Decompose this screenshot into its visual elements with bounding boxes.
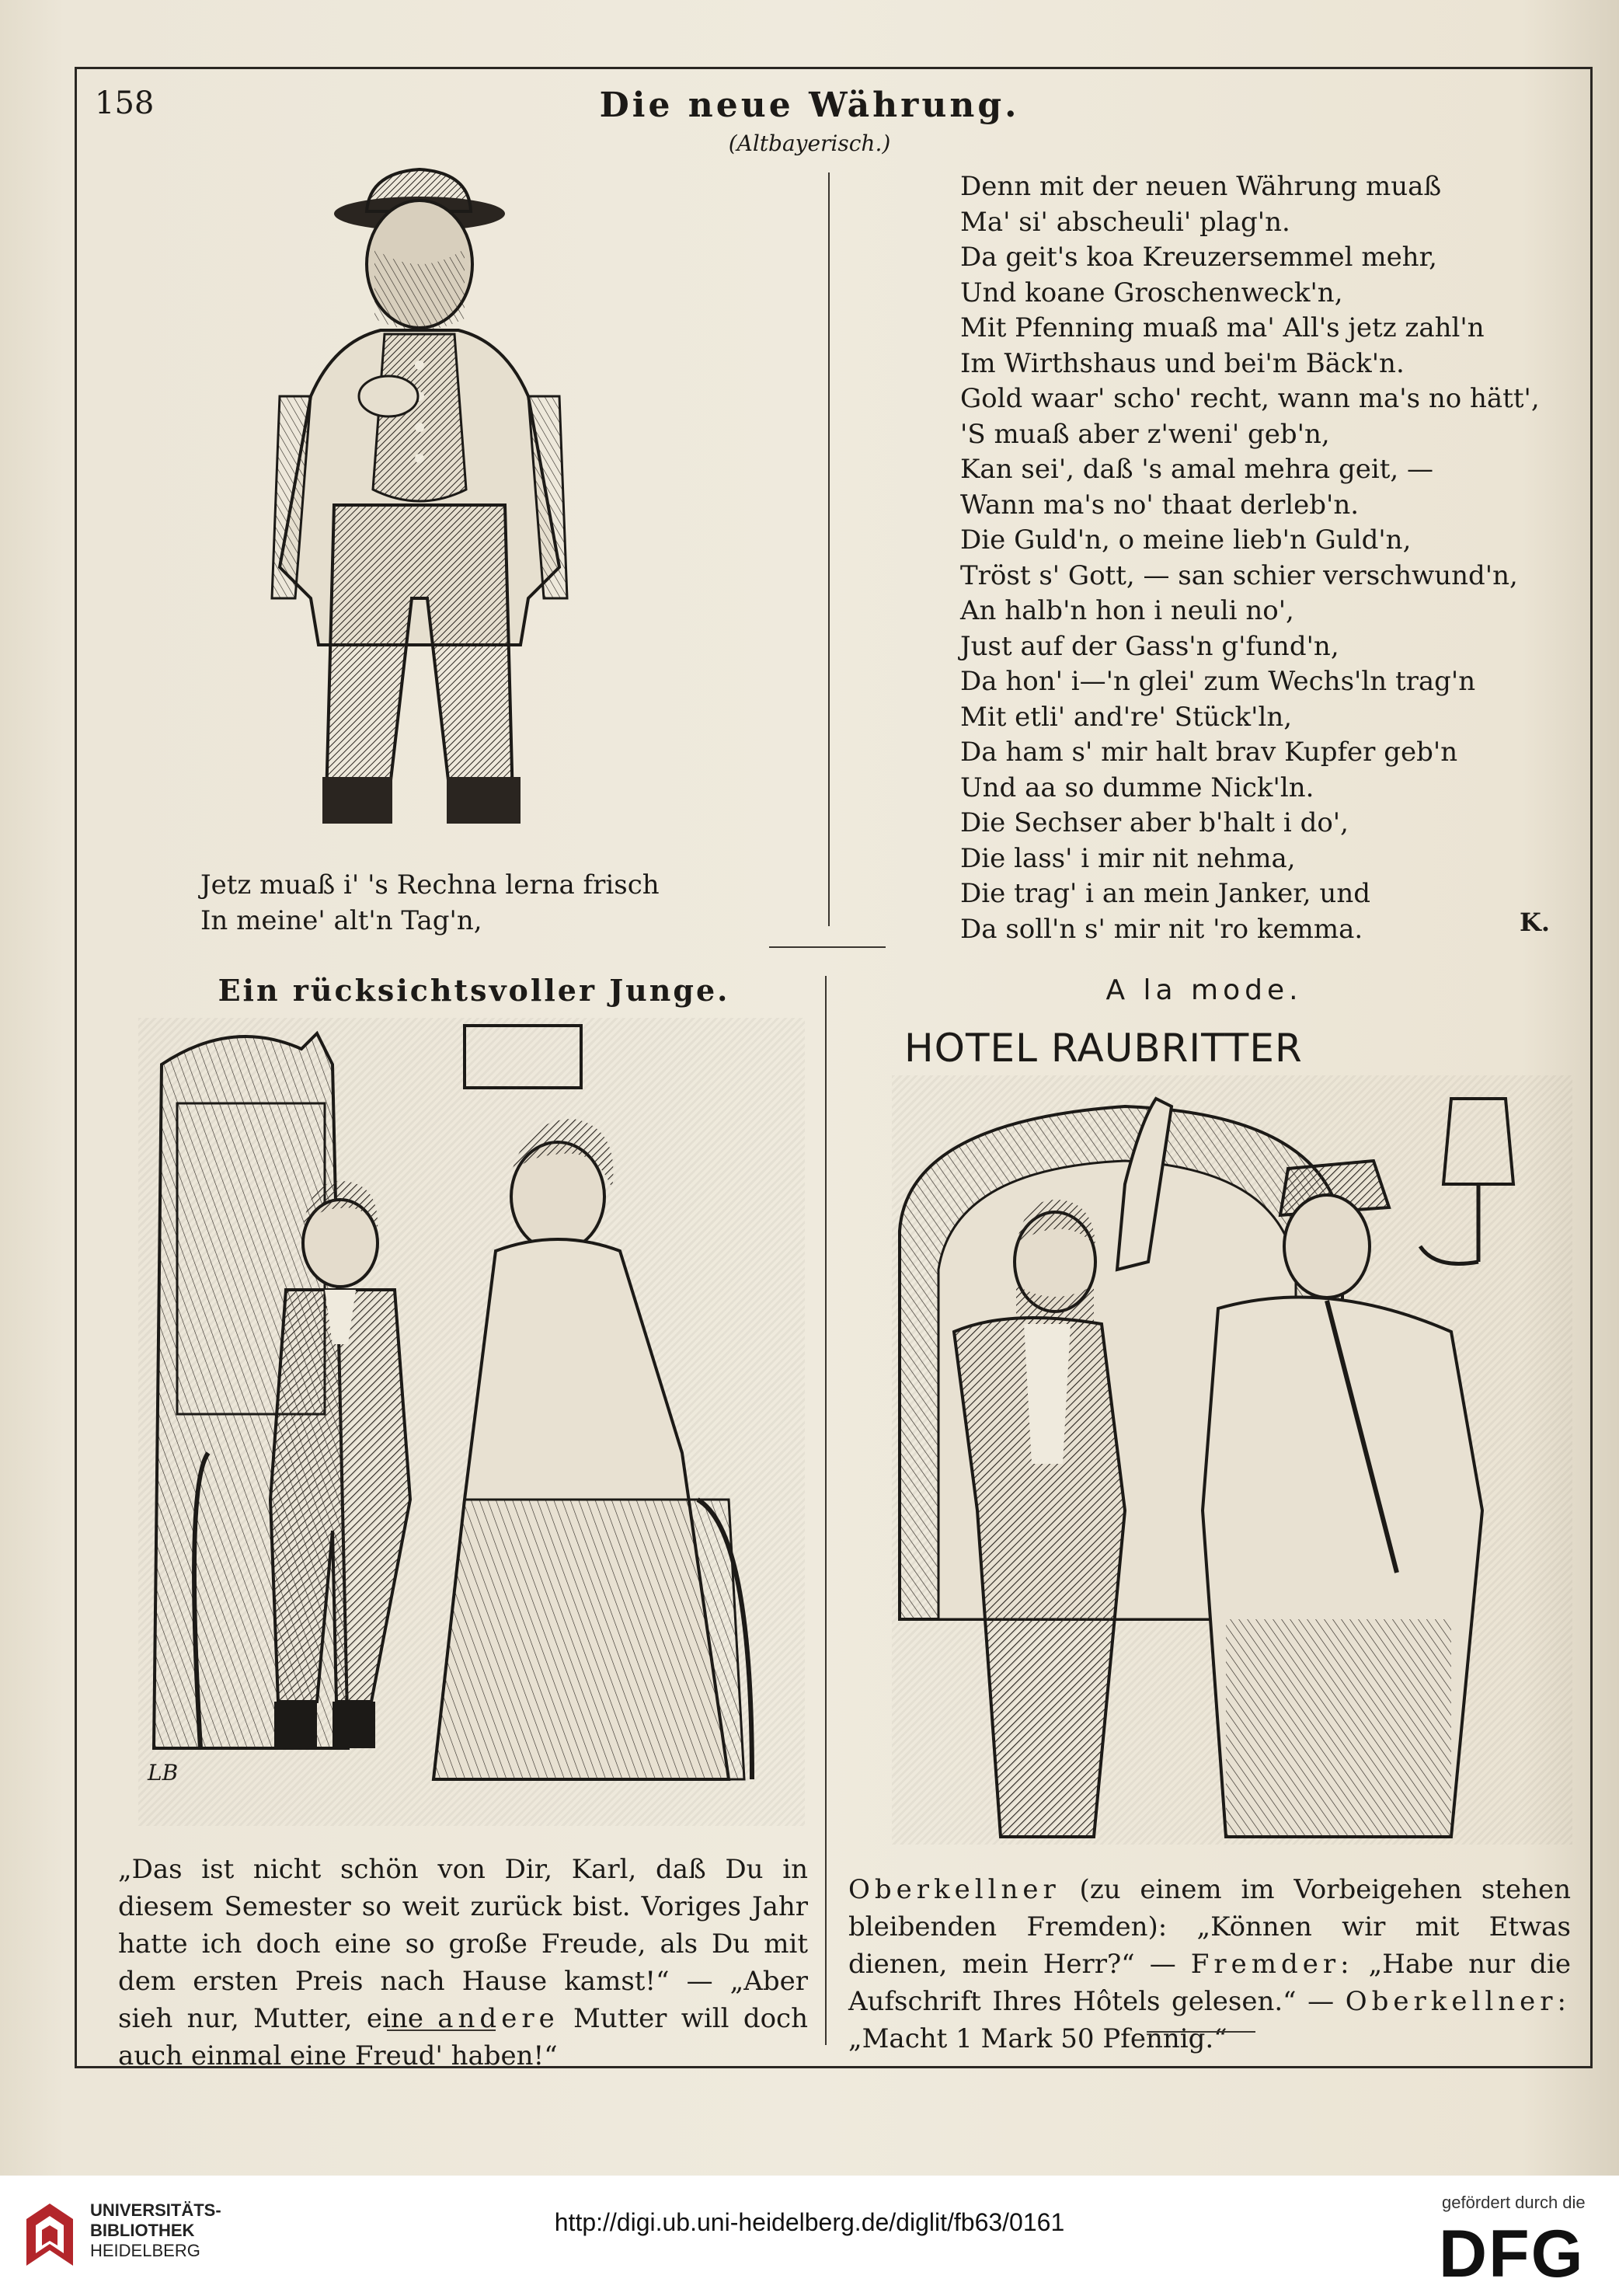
section-heading-left: Ein rücksichtsvoller Junge. <box>218 973 730 1008</box>
column-divider-bottom <box>825 976 827 2045</box>
illustration-hotel-raubritter <box>892 1075 1572 1845</box>
boy-and-mother-drawing <box>138 1018 805 1826</box>
bavarian-man-drawing <box>194 163 645 831</box>
caption-text: „Habe nur die Aufschrift Ihres Hôtels gelesen.“ — <box>848 1949 1571 2017</box>
poem-line: Da geit's koa Kreuzersemmel mehr, <box>960 242 1437 273</box>
library-name-line: HEIDELBERG <box>90 2241 200 2260</box>
caption-text: „Das ist nicht schön von Dir, Karl, daß Du in diesem Semester so weit zurück bist. Voriges Jahr hatte ich doch eine so große Freude, als Du mit dem ersten Preis nach Hause kamst!“ — „Aber sieh nur, Mutter, eine <box>118 1854 808 2034</box>
caption-emphasis: andere <box>437 2003 559 2034</box>
poem-line: Kan sei', daß 's amal mehra geit, — <box>960 454 1434 485</box>
poem-line: Im Wirthshaus und bei'm Bäck'n. <box>960 347 1405 379</box>
library-name-line: UNIVERSITÄTS- <box>90 2200 221 2220</box>
caption-boy-and-mother <box>118 1851 808 2075</box>
caption-hotel-raubritter <box>848 1871 1571 2057</box>
illustration-boy-and-mother <box>138 1018 805 1826</box>
caption-text: „Macht 1 Mark 50 Pfennig.“ <box>848 2023 1227 2054</box>
artist-monogram: LB <box>148 1760 179 1786</box>
speaker-fremder: Fremder: <box>1190 1949 1354 1980</box>
poem-line: Wann ma's no' thaat derleb'n. <box>960 489 1360 521</box>
poem-line: Die Sechser aber b'halt i do', <box>960 807 1349 838</box>
speaker-oberkellner: Oberkellner <box>848 1874 1060 1905</box>
poem-line: Mit Pfenning muaß ma' All's jetz zahl'n <box>960 312 1485 343</box>
column-divider-top <box>828 172 830 926</box>
poem-line: An halb'n hon i neuli no', <box>960 595 1294 626</box>
poem-line: Da hon' i—'n glei' zum Wechs'ln trag'n <box>960 666 1476 697</box>
funding-note: gefördert durch die <box>1442 2193 1586 2212</box>
poem-signature: K. <box>1520 908 1550 937</box>
caption-text: (zu einem im Vorbeigehen stehen bleibenden Fremden): „Können wir mit Etwas dienen, mein Herr?“ — <box>848 1874 1571 1980</box>
caption-end-rule-right <box>1147 2031 1255 2033</box>
poem-line: Gold waar' scho' recht, wann ma's no hätt', <box>960 383 1540 414</box>
poem-line: Just auf der Gass'n g'fund'n, <box>960 630 1339 662</box>
poem-line: Und aa so dumme Nick'ln. <box>960 772 1314 803</box>
poem-line: Und koane Groschenweck'n, <box>960 277 1343 308</box>
dfg-logo[interactable]: DFG <box>1439 2217 1585 2291</box>
permalink-url[interactable]: http://digi.ub.uni-heidelberg.de/diglit/fb63/0161 <box>554 2208 1065 2236</box>
poem-line: Jetz muaß i' 's Rechna lerna frisch <box>200 869 660 901</box>
poem-line: Die lass' i mir nit nehma, <box>960 842 1296 874</box>
page-title: Die neue Währung. <box>599 85 1020 125</box>
poem-line: Ma' si' abscheuli' plag'n. <box>960 206 1290 238</box>
hotel-scene-drawing <box>892 1075 1572 1845</box>
caption-text: Mutter will doch auch einmal eine Freud' haben!“ <box>118 2003 808 2071</box>
poem-line: Mit etli' and're' Stück'ln, <box>960 701 1293 733</box>
poem-line: Da soll'n s' mir nit 'ro kemma. <box>960 913 1363 945</box>
poem-left-tail <box>200 867 760 939</box>
section-separator <box>769 946 886 948</box>
poem-line: Tröst s' Gott, — san schier verschwund'n, <box>960 559 1518 591</box>
library-name-line: BIBLIOTHEK <box>90 2221 195 2240</box>
page-subtitle: (Altbayerisch.) <box>728 131 891 156</box>
poem-line: Denn mit der neuen Währung muaß <box>960 171 1442 202</box>
hotel-sign-text: HOTEL RAUBRITTER <box>904 1026 1303 1071</box>
poem-line: Da ham s' mir halt brav Kupfer geb'n <box>960 737 1458 768</box>
page-number: 158 <box>95 85 155 121</box>
caption-end-rule-left <box>387 2029 496 2031</box>
poem-line: In meine' alt'n Tag'n, <box>200 905 482 936</box>
poem-main-column <box>960 169 1551 947</box>
poem-line: Die Guld'n, o meine lieb'n Guld'n, <box>960 524 1412 556</box>
section-heading-right: A la mode. <box>1105 974 1303 1006</box>
poem-line: 'S muaß aber z'weni' geb'n, <box>960 418 1330 450</box>
illustration-bavarian-man <box>194 163 645 831</box>
speaker-oberkellner-2: Oberkellner: <box>1345 1986 1571 2017</box>
poem-line: Die trag' i an mein Janker, und <box>960 878 1370 909</box>
